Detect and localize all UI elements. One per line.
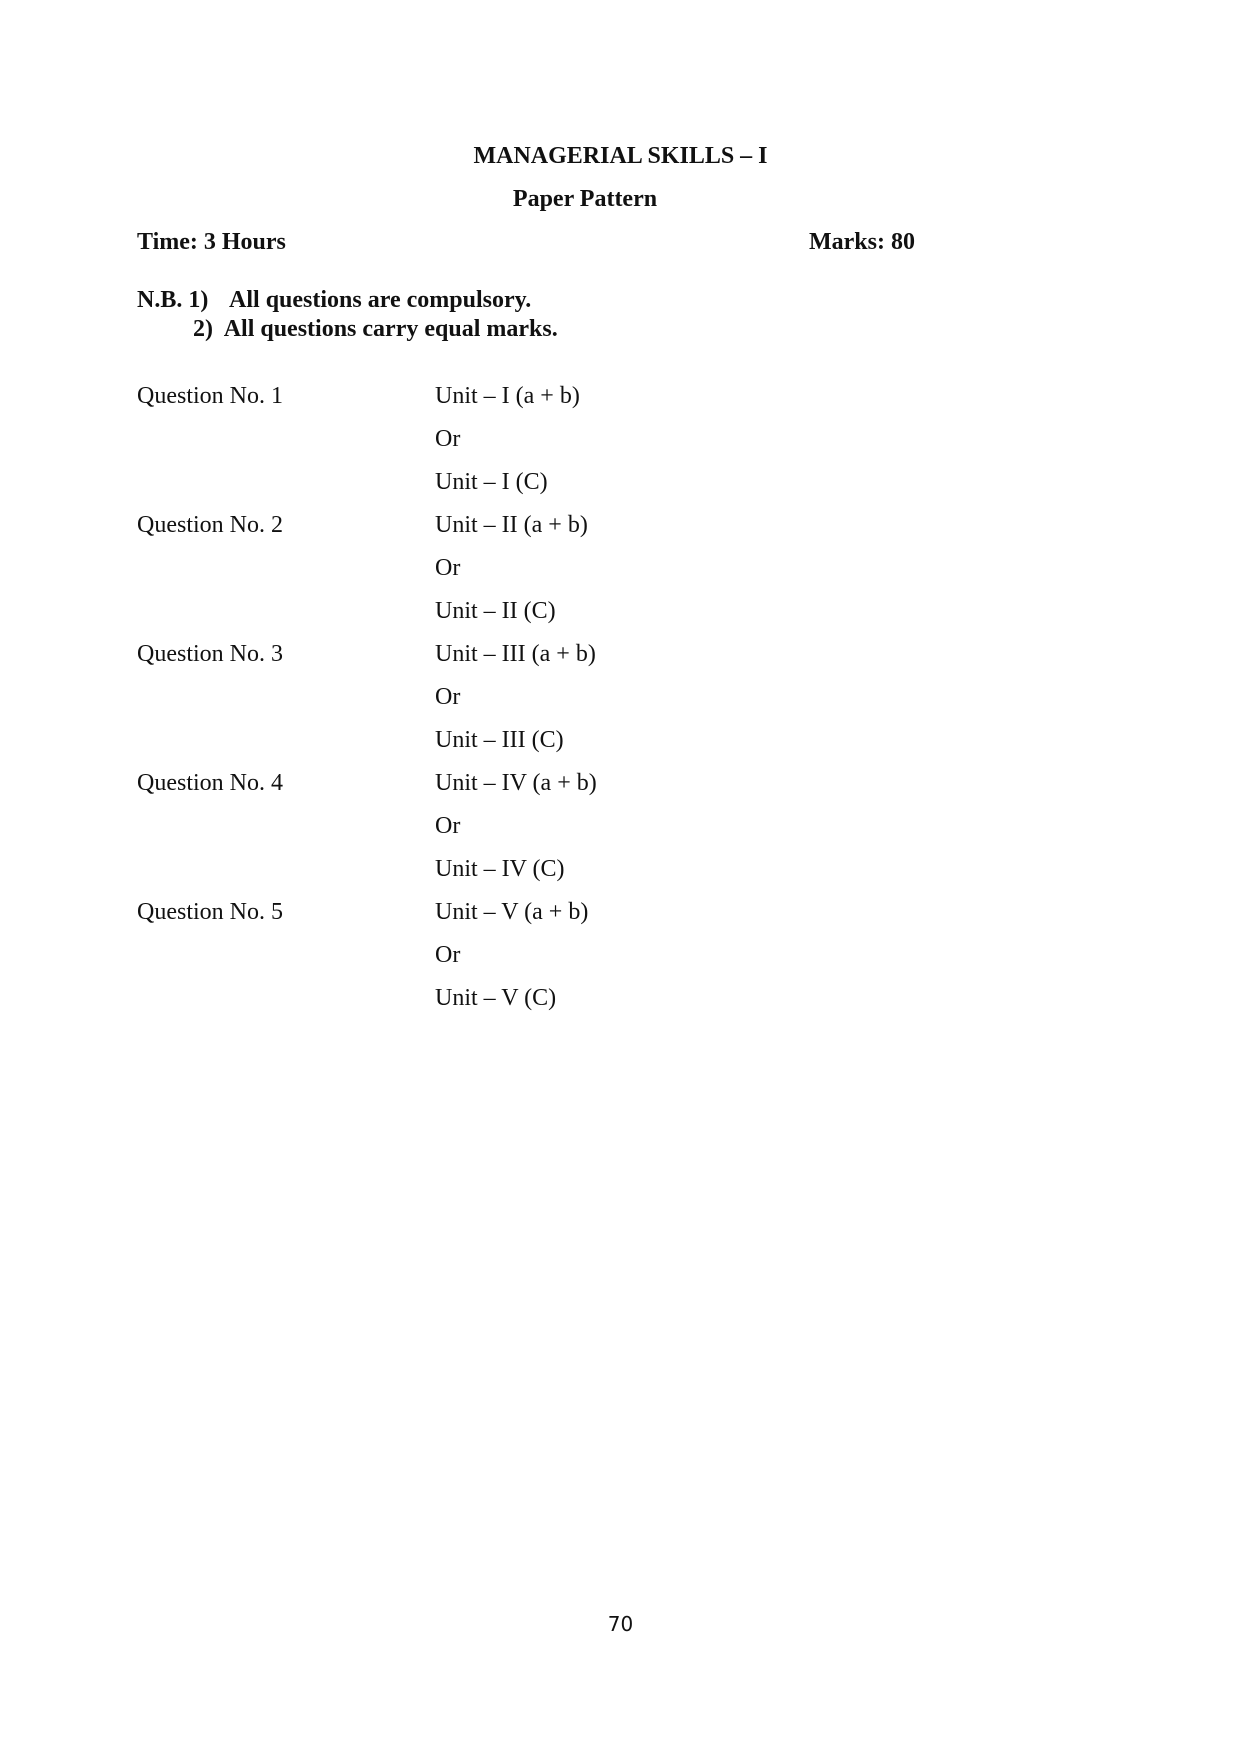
question-label: Question No. 4: [137, 770, 283, 796]
question-option-b: Unit – I (C): [435, 469, 548, 495]
question-label: Question No. 1: [137, 383, 283, 409]
question-or: Or: [435, 426, 461, 452]
question-pattern-list: [137, 383, 597, 1028]
question-row: [137, 985, 597, 1028]
instruction-number: 1): [188, 287, 209, 313]
instruction-text: All questions carry equal marks.: [223, 316, 558, 342]
question-option-a: Unit – V (a + b): [435, 899, 589, 925]
question-label: Question No. 2: [137, 512, 283, 538]
question-option-a: Unit – IV (a + b): [435, 770, 597, 796]
question-label: Question No. 5: [137, 899, 283, 925]
exam-total-marks: Marks: 80: [809, 229, 915, 255]
question-or: Or: [435, 813, 461, 839]
question-row: [137, 770, 597, 813]
page-subtitle: Paper Pattern: [512, 186, 658, 212]
page-number: 70: [607, 1612, 634, 1636]
question-option-b: Unit – III (C): [435, 727, 564, 753]
question-option-b: Unit – IV (C): [435, 856, 565, 882]
question-row: [137, 512, 597, 555]
instruction-line-2: [137, 315, 558, 344]
question-row: [137, 856, 597, 899]
question-row: [137, 641, 597, 684]
question-option-a: Unit – II (a + b): [435, 512, 588, 538]
question-row: [137, 598, 597, 641]
instructions-prefix: N.B.: [137, 287, 183, 313]
question-option-a: Unit – I (a + b): [435, 383, 580, 409]
exam-duration: Time: 3 Hours: [137, 229, 286, 255]
question-option-b: Unit – II (C): [435, 598, 556, 624]
question-row: [137, 684, 597, 727]
question-or: Or: [435, 684, 461, 710]
page-title: MANAGERIAL SKILLS – I: [473, 143, 768, 169]
question-row: [137, 555, 597, 598]
question-or: Or: [435, 942, 461, 968]
question-row: [137, 727, 597, 770]
question-option-b: Unit – V (C): [435, 985, 557, 1011]
question-or: Or: [435, 555, 461, 581]
question-label: Question No. 3: [137, 641, 283, 667]
instructions-block: [137, 286, 558, 344]
instruction-text: All questions are compulsory.: [229, 287, 532, 313]
question-row: [137, 469, 597, 512]
instruction-number: 2): [193, 316, 213, 342]
instruction-line-1: [137, 286, 558, 315]
question-row: [137, 426, 597, 469]
question-row: [137, 942, 597, 985]
question-row: [137, 899, 597, 942]
question-option-a: Unit – III (a + b): [435, 641, 596, 667]
question-row: [137, 383, 597, 426]
question-row: [137, 813, 597, 856]
